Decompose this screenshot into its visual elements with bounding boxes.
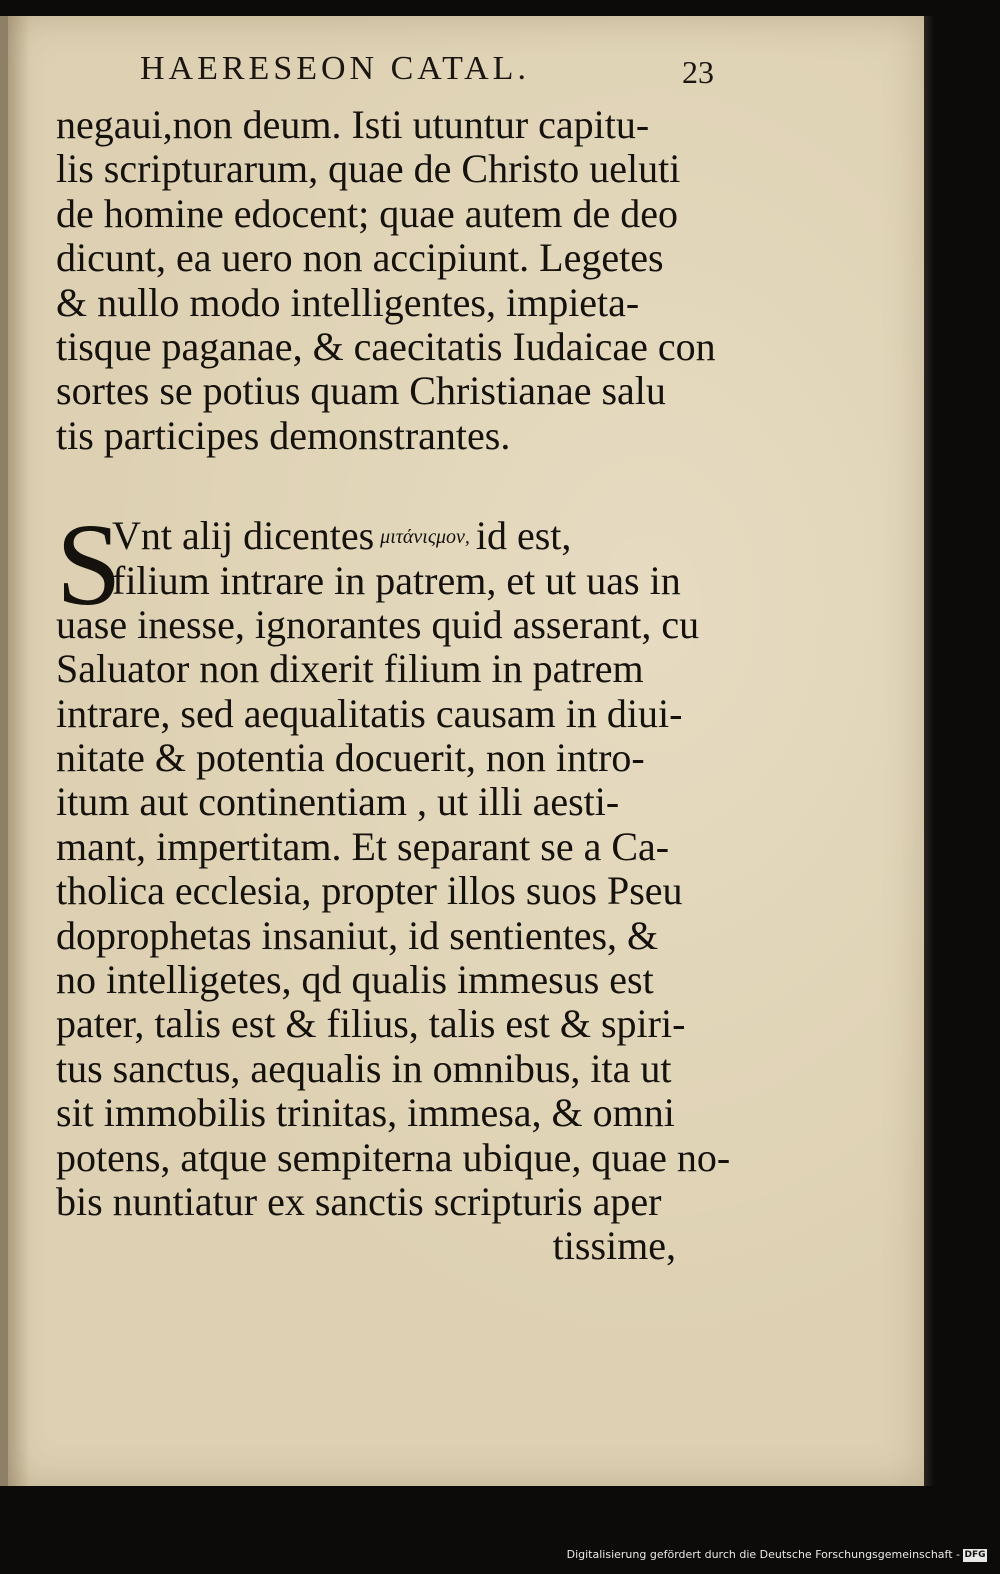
text-line: tisque paganae, & caecitatis Iudaicae con: [56, 323, 716, 369]
text-line: pater, talis est & filius, talis est & spiri-: [56, 1001, 686, 1047]
paragraph-gap: [56, 458, 716, 514]
text-line: tus sanctus, aequalis in omnibus, ita ut: [56, 1045, 672, 1091]
text-line: tis participes demonstrantes.: [56, 412, 511, 458]
text-line: intrare, sed aequalitatis causam in diui-: [56, 690, 683, 736]
greek-word: μιτάνιςμον,: [380, 526, 470, 549]
first-line-start: Vnt alij dicentes: [112, 513, 375, 559]
running-head: HAERESEON CATAL.: [140, 50, 530, 87]
text-line: mant, impertitam. Et separant se a Ca-: [56, 823, 670, 869]
catchword: tissime,: [552, 1223, 676, 1269]
text-line: lis scripturarum, quae de Christo ueluti: [56, 146, 681, 192]
text-line: sortes se potius quam Christianae salu: [56, 368, 666, 414]
text-line: no intelligetes, qd qualis immesus est: [56, 957, 654, 1003]
text-line: de homine edocent; quae autem de deo: [56, 190, 678, 236]
text-line: sit immobilis trinitas, immesa, & omni: [56, 1090, 675, 1136]
text-line: potens, atque sempiterna ubique, quae no-: [56, 1134, 731, 1180]
first-line-end: id est,: [475, 513, 572, 559]
text-line: & nullo modo intelligentes, impieta-: [56, 279, 640, 325]
page-edge: [0, 16, 8, 1486]
text-line: Saluator non dixerit filium in patrem: [56, 646, 644, 692]
text-line: filium intrare in patrem, et ut uas in: [112, 557, 681, 603]
text-line: uase inesse, ignorantes quid asserant, cu: [56, 601, 700, 647]
text-line: itum aut continentiam , ut illi aesti-: [56, 779, 620, 825]
text-line: nitate & potentia docuerit, non intro-: [56, 735, 645, 781]
text-line: negaui,non deum. Isti utuntur capitu-: [56, 102, 650, 147]
drop-cap: S: [56, 499, 122, 631]
text-line: dicunt, ea uero non accipiunt. Legetes: [56, 235, 664, 281]
page-number: 23: [682, 54, 714, 90]
text-line: bis nuntiatur ex sanctis scripturis aper: [56, 1178, 662, 1224]
dfg-logo: DFG: [964, 1550, 986, 1560]
text-block: [56, 102, 731, 1269]
text-line: [56, 514, 716, 558]
paragraph-1: [56, 103, 716, 458]
digitization-credit: Digitalisierung gefördert durch die Deutsche Forschungsgemeinschaft -: [566, 1548, 960, 1561]
page-shadow: [924, 16, 934, 1486]
paragraph-2: [56, 499, 731, 1269]
text-line: tholica ecclesia, propter illos suos Pseu: [56, 868, 683, 914]
text-line: doprophetas insaniut, id sentientes, &: [56, 912, 659, 958]
